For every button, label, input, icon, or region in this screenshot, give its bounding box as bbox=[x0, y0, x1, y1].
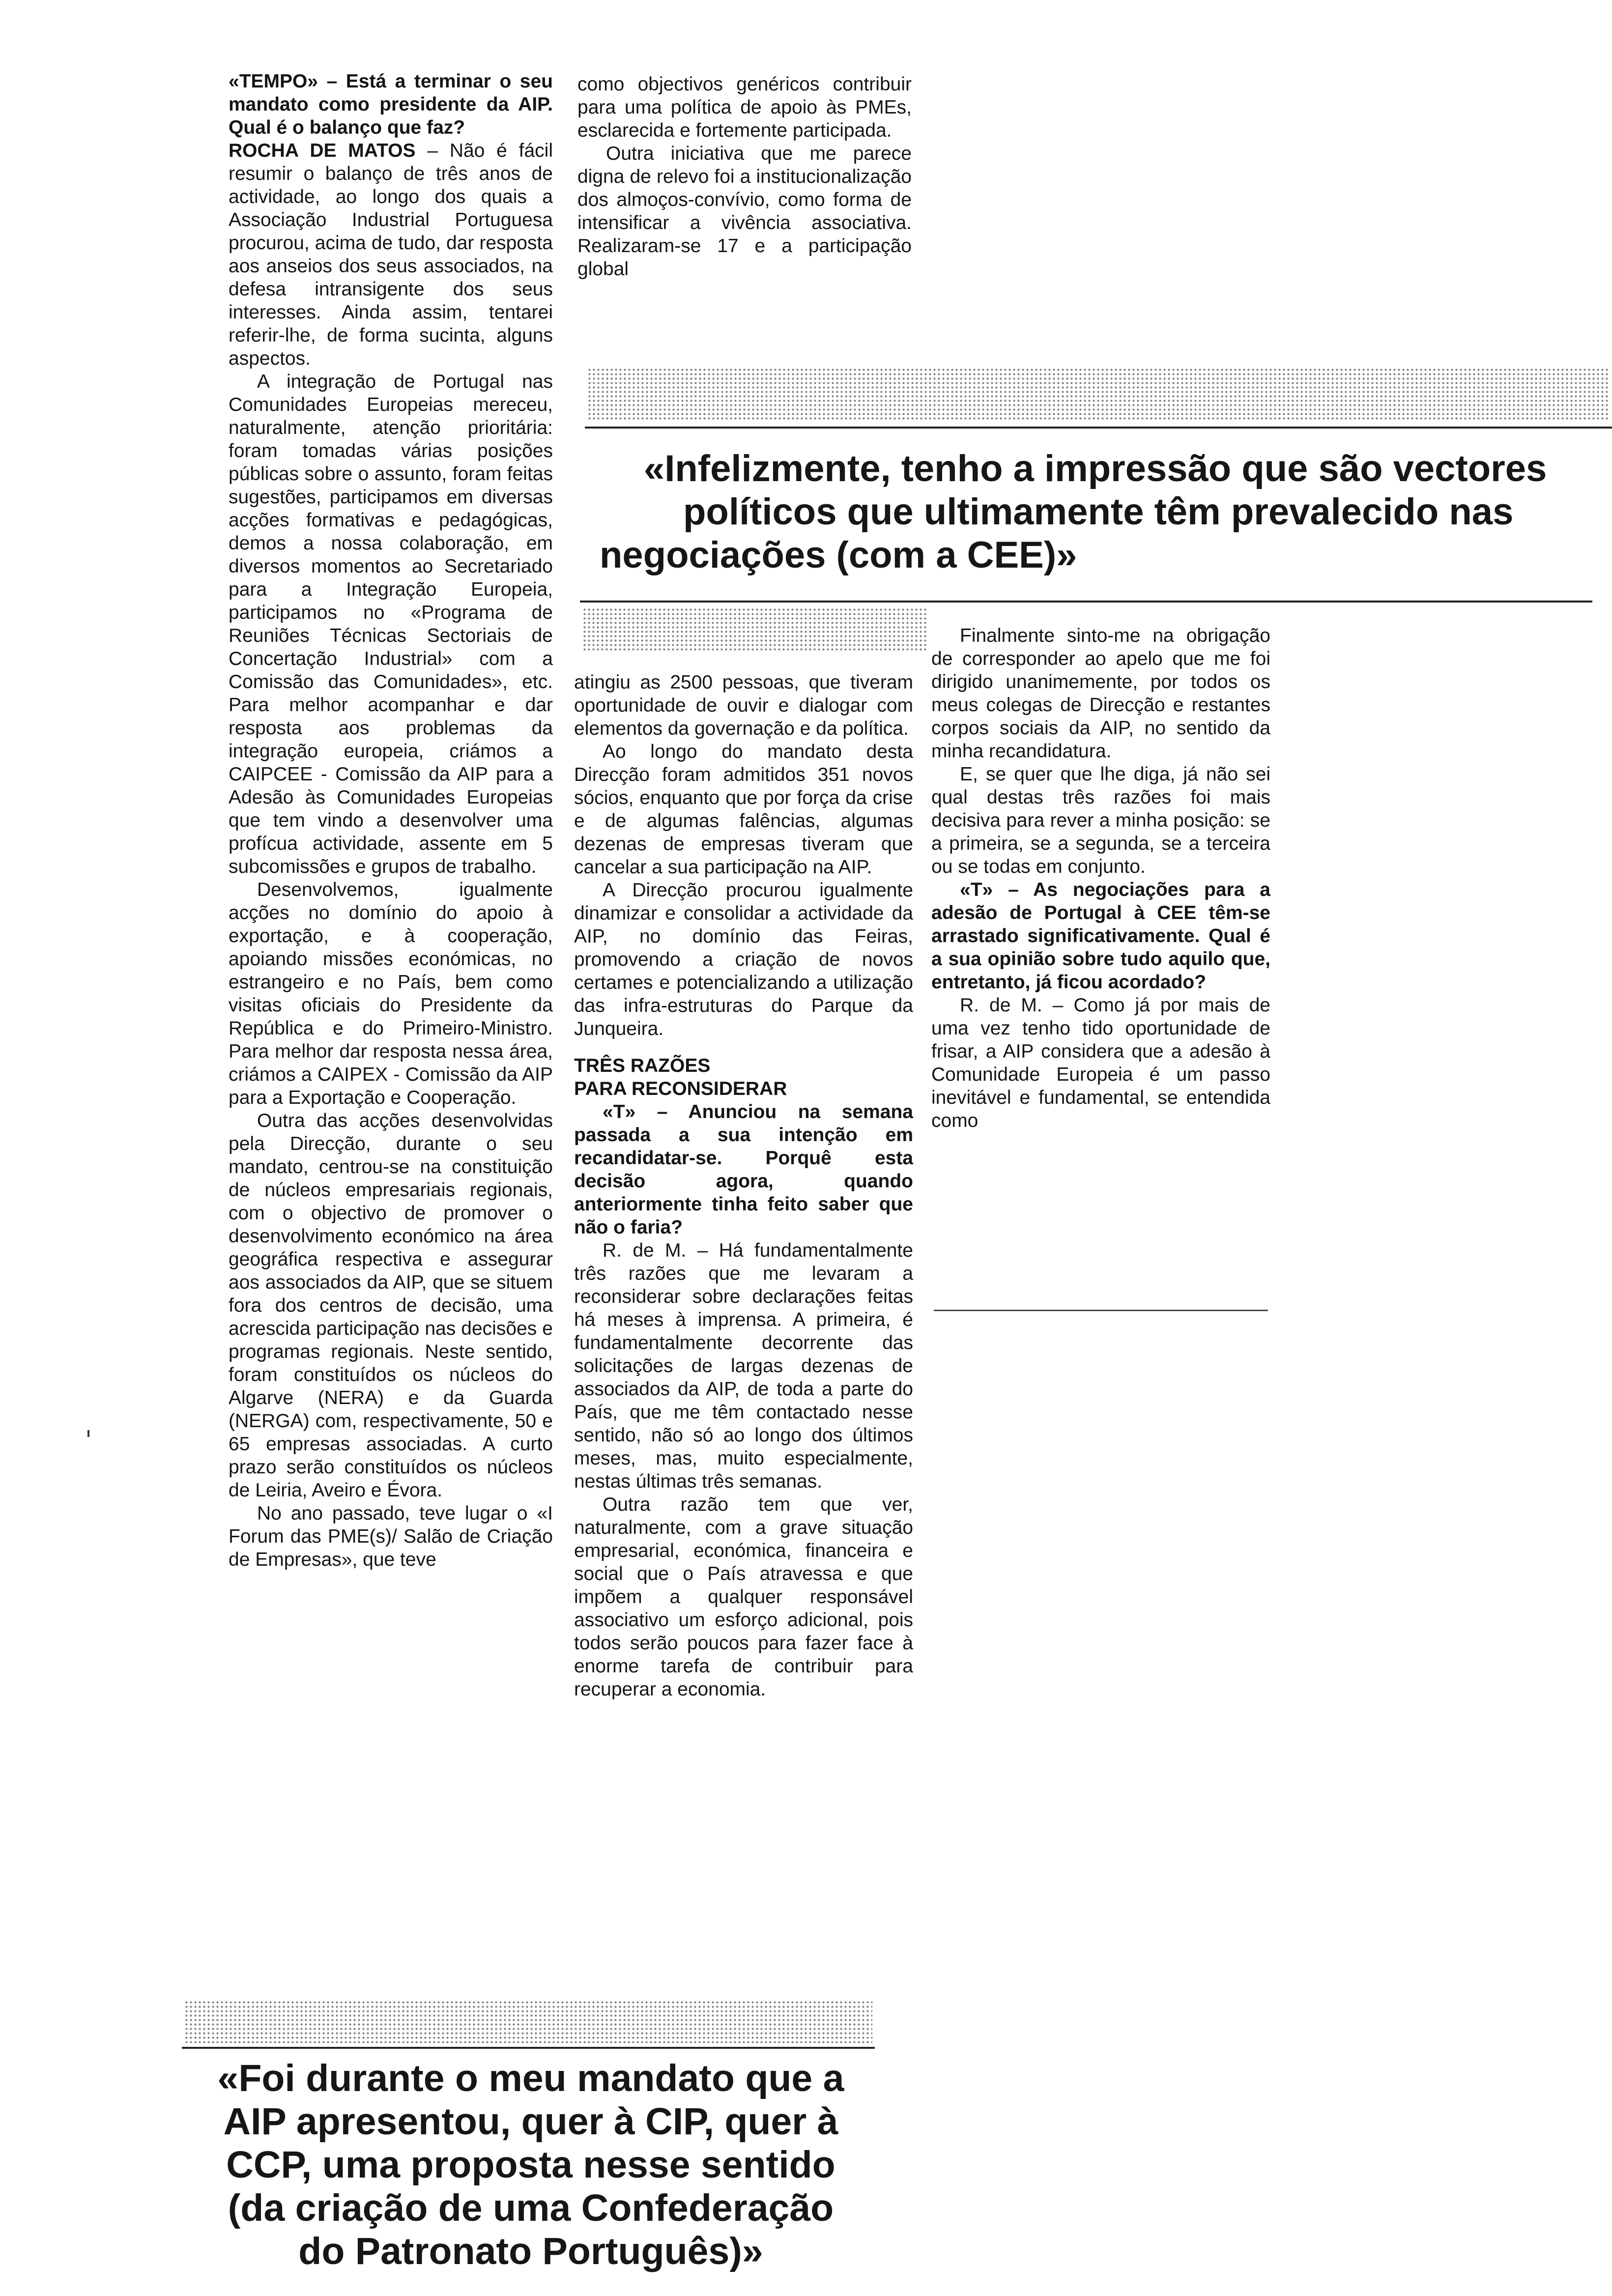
article-column-2-top bbox=[577, 73, 912, 281]
question-3: «T» – As negociações para a adesão de Portugal à CEE têm-se arrastado significativamente. Qual é a sua opinião sobre tudo aquilo que, entretanto, já ficou acordado? bbox=[931, 879, 1270, 993]
question-1: «TEMPO» – Está a terminar o seu mandato como presidente da AIP. Qual é o balanço que faz? bbox=[229, 71, 553, 138]
pull-quote-confederation-line-5: do Patronato Português)» bbox=[298, 2230, 763, 2272]
paragraph-forum: No ano passado, teve lugar o «I Forum das PME(s)/ Salão de Criação de Empresas», que teve bbox=[229, 1503, 553, 1570]
dotted-band-middle bbox=[582, 607, 926, 651]
paragraph-objectives: como objectivos genéricos contribuir para uma política de apoio às PMEs, esclarecida e fortemente participada. bbox=[577, 74, 912, 141]
answer-1-text: – Não é fácil resumir o balanço de três anos de actividade, ao longo dos quais a Associação Industrial Portuguesa procurou, acima de tudo, dar resposta aos anseios dos seus associados, na defesa intransigente dos seus interesses. Ainda assim, tentarei referir-lhe, de forma sucinta, alguns aspectos. bbox=[229, 140, 553, 369]
pull-quote-cee-line-3: negociações (com a CEE)» bbox=[600, 534, 1077, 576]
subheading bbox=[574, 1054, 913, 1100]
paragraph-regional-nuclei: Outra das acções desenvolvidas pela Direcção, durante o seu mandato, centrou-se na constituição de núcleos empresariais regionais, com o objectivo de promover o desenvolvimento económico na área geográfica respectiva e assegurar aos associados da AIP, que se situem fora dos centros de decisão, uma acrescida participação nas decisões e programas regionais. Neste sentido, foram constituídos os núcleos do Algarve (NERA) e da Guarda (NERGA) com, respectivamente, 50 e 65 empresas associadas. A curto prazo serão constituídos os núcleos de Leiria, Aveiro e Évora. bbox=[229, 1110, 553, 1501]
pull-quote-confederation-line-4: (da criação de uma Confederação bbox=[228, 2187, 834, 2229]
subheading-line-2: PARA RECONSIDERAR bbox=[574, 1078, 787, 1099]
separator-rule-bottom bbox=[580, 601, 1592, 603]
subheading-line-1: TRÊS RAZÕES bbox=[574, 1055, 711, 1076]
article-column-3 bbox=[931, 624, 1270, 1132]
article-column-2-bottom bbox=[574, 671, 913, 1701]
pull-quote-cee-line-1: «Infelizmente, tenho a impressão que são vectores bbox=[644, 448, 1547, 489]
answer-3: R. de M. – Como já por mais de uma vez tenho tido oportunidade de frisar, a AIP considera que a adesão à Comunidade Europeia é um passo inevitável e fundamental, se entendida como bbox=[931, 995, 1270, 1131]
paragraph-reasons: E, se quer que lhe diga, já não sei qual destas três razões foi mais decisiva para rever a minha posição: se a primeira, se a segunda, se a terceira ou se todas em conjunto. bbox=[931, 764, 1270, 877]
dotted-band-bottom bbox=[184, 2000, 872, 2044]
column-3-end-rule bbox=[934, 1310, 1268, 1311]
paragraph-crisis: Outra razão tem que ver, naturalmente, com a grave situação empresarial, económica, financeira e social que o País atravessa e que impõem a qualquer responsável associativo um esforço adicional, pois todos serão poucos para fazer face à enorme tarefa de contribuir para recuperar a economia. bbox=[574, 1494, 913, 1700]
answer-2: R. de M. – Há fundamentalmente três razões que me levaram a reconsiderar sobre declarações feitas há meses à imprensa. A primeira, é fundamentalmente decorrente das solicitações de largas dezenas de associados da AIP, de toda a parte do País, que me têm contactado nesse sentido, não só ao longo dos últimos meses, mas, muito especialmente, nestas últimas três semanas. bbox=[574, 1240, 913, 1492]
paragraph-new-members: Ao longo do mandato desta Direcção foram admitidos 351 novos sócios, enquanto que por força da crise e de algumas falências, algumas dezenas de empresas tiveram que cancelar a sua participação na AIP. bbox=[574, 741, 913, 878]
paragraph-participation: atingiu as 2500 pessoas, que tiveram oportunidade de ouvir e dialogar com elementos da governação e da política. bbox=[574, 672, 913, 739]
pull-quote-cee bbox=[580, 447, 1612, 577]
paragraph-fairs: A Direcção procurou igualmente dinamizar e consolidar a actividade da AIP, no domínio das Feiras, promovendo a criação de novos certames e potencializando a utilização das infra-estruturas do Parque da Junqueira. bbox=[574, 880, 913, 1039]
answer-1 bbox=[229, 139, 553, 370]
pull-quote-confederation-line-2: AIP apresentou, quer à CIP, quer à bbox=[223, 2100, 838, 2143]
separator-rule-pull-2 bbox=[182, 2047, 875, 2049]
pull-quote-confederation-line-1: «Foi durante o meu mandato que a bbox=[217, 2057, 844, 2099]
dotted-band-top bbox=[587, 368, 1610, 422]
separator-rule-top bbox=[585, 427, 1612, 429]
article-column-1 bbox=[229, 70, 553, 1571]
paragraph-integration: A integração de Portugal nas Comunidades Europeias mereceu, naturalmente, atenção prioritária: foram tomadas várias posições públicas sobre o assunto, foram feitas sugestões, participamos em diversas acções formativas e pedagógicas, demos a nossa colaboração, em diversos momentos ao Secretariado para a Integração Europeia, participamos no «Programa de Reuniões Técnicas Sectoriais de Concertação Industrial» com a Comissão das Comunidades», etc. Para melhor acompanhar e dar resposta aos problemas da integração europeia, criámos a CAIPCEE - Comissão da AIP para a Adesão às Comunidades Europeias que tem vindo a desenvolver uma profícua actividade, assente em 5 subcomissões e grupos de trabalho. bbox=[229, 371, 553, 877]
scan-speck bbox=[87, 1430, 89, 1437]
pull-quote-confederation bbox=[174, 2057, 887, 2273]
pull-quote-cee-line-2: políticos que ultimamente têm prevalecido nas bbox=[683, 491, 1514, 533]
paragraph-recandidature: Finalmente sinto-me na obrigação de corresponder ao apelo que me foi dirigido unanimemente, por todos os meus colegas de Direcção e restantes corpos sociais da AIP, no sentido da minha recandidatura. bbox=[931, 625, 1270, 762]
pull-quote-confederation-line-3: CCP, uma proposta nesse sentido bbox=[226, 2144, 835, 2186]
speaker-name: ROCHA DE MATOS bbox=[229, 140, 416, 161]
question-2: «T» – Anunciou na semana passada a sua intenção em recandidatar-se. Porquê esta decisão agora, quando anteriormente tinha feito saber que não o faria? bbox=[574, 1101, 913, 1238]
paragraph-export: Desenvolvemos, igualmente acções no domínio do apoio à exportação, e à cooperação, apoiando missões económicas, no estrangeiro e no País, bem como visitas oficiais do Presidente da República e do Primeiro-Ministro. Para melhor dar resposta nessa área, criámos a CAIPEX - Comissão da AIP para a Exportação e Cooperação. bbox=[229, 879, 553, 1108]
paragraph-lunches: Outra iniciativa que me parece digna de relevo foi a institucionalização dos almoços-convívio, como forma de intensificar a vivência associativa. Realizaram-se 17 e a participação global bbox=[577, 143, 912, 280]
